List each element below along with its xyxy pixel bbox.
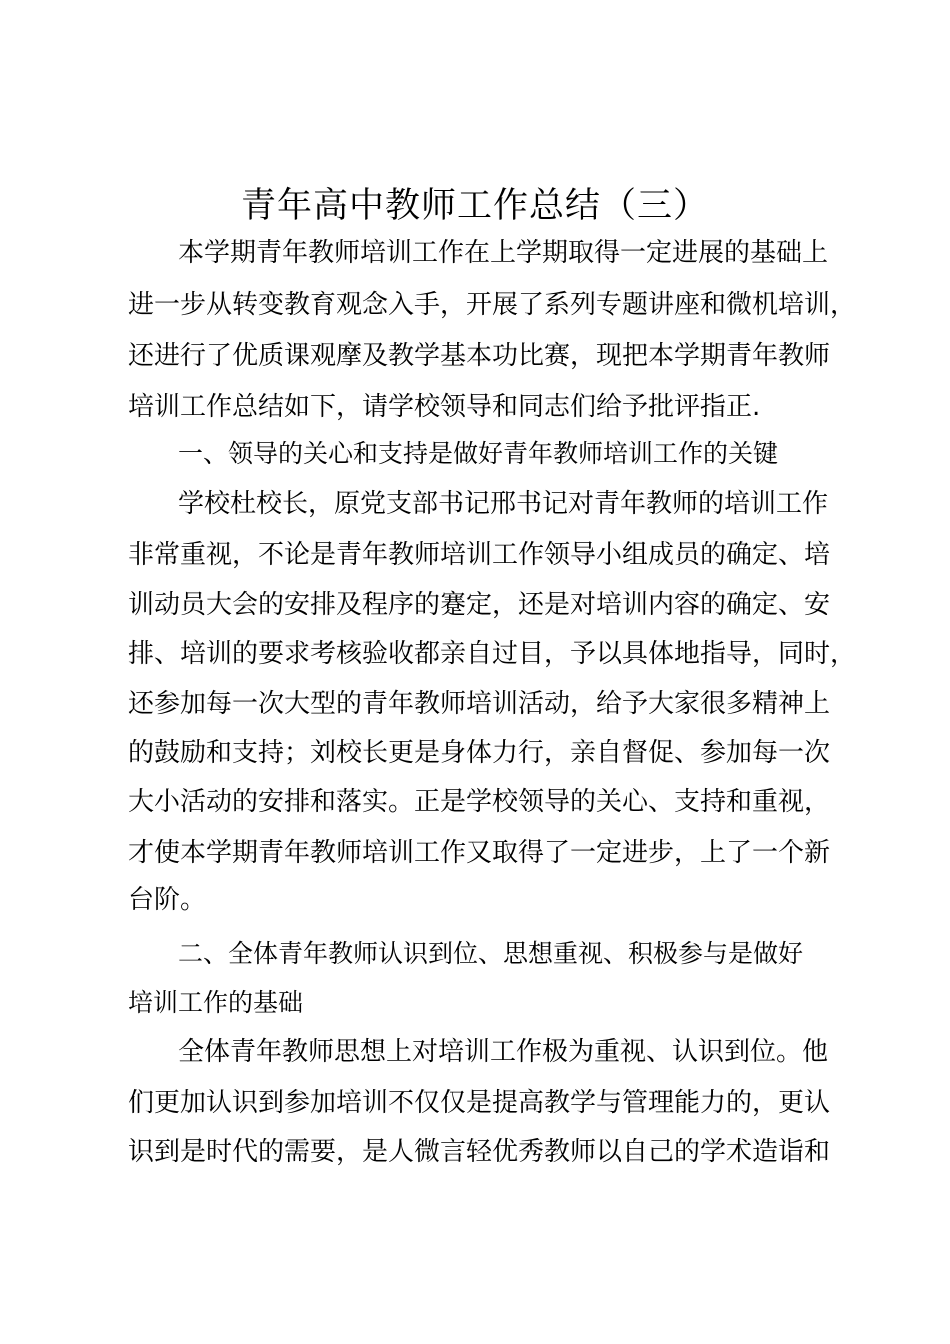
paragraph-line: 的鼓励和支持；刘校长更是身体力行，亲自督促、参加每一次: [128, 738, 831, 768]
paragraph-line: 训动员大会的安排及程序的蹇定，还是对培训内容的确定、安: [128, 590, 831, 620]
paragraph-line: 全体青年教师思想上对培训工作极为重视、认识到位。他: [178, 1037, 829, 1067]
paragraph-line: 大小活动的安排和落实。正是学校领导的关心、支持和重视，: [128, 787, 831, 817]
document-title: 青年高中教师工作总结（三）: [240, 186, 709, 226]
section-heading: 培训工作的基础: [128, 988, 304, 1017]
paragraph-line: 本学期青年教师培训工作在上学期取得一定进展的基础上: [178, 238, 829, 268]
paragraph-line: 学校杜校长，原党支部书记邢书记对青年教师的培训工作: [178, 489, 829, 519]
section-heading: 一、领导的关心和支持是做好青年教师培训工作的关键: [178, 439, 779, 468]
paragraph-line: 识到是时代的需要，是人微言轻优秀教师以自己的学术造诣和: [128, 1137, 831, 1167]
paragraph-line: 排、培训的要求考核验收都亲自过目，予以具体地指导，同时，: [128, 639, 857, 669]
paragraph-line: 还参加每一次大型的青年教师培训活动，给予大家很多精神上: [128, 689, 831, 719]
paragraph-line: 台阶。: [128, 885, 207, 915]
paragraph-line: 才使本学期青年教师培训工作又取得了一定进步，上了一个新: [128, 838, 831, 868]
paragraph-line: 进一步从转变教育观念入手，开展了系列专题讲座和微机培训，: [128, 290, 857, 320]
paragraph-line: 培训工作总结如下，请学校领导和同志们给予批评指正.: [128, 392, 761, 422]
paragraph-line: 非常重视，不论是青年教师培训工作领导小组成员的确定、培: [128, 540, 831, 570]
paragraph-line: 们更加认识到参加培训不仅仅是提高教学与管理能力的，更认: [128, 1088, 831, 1118]
paragraph-line: 还进行了优质课观摩及教学基本功比赛，现把本学期青年教师: [128, 341, 831, 371]
section-heading: 二、全体青年教师认识到位、思想重视、积极参与是做好: [178, 939, 804, 968]
